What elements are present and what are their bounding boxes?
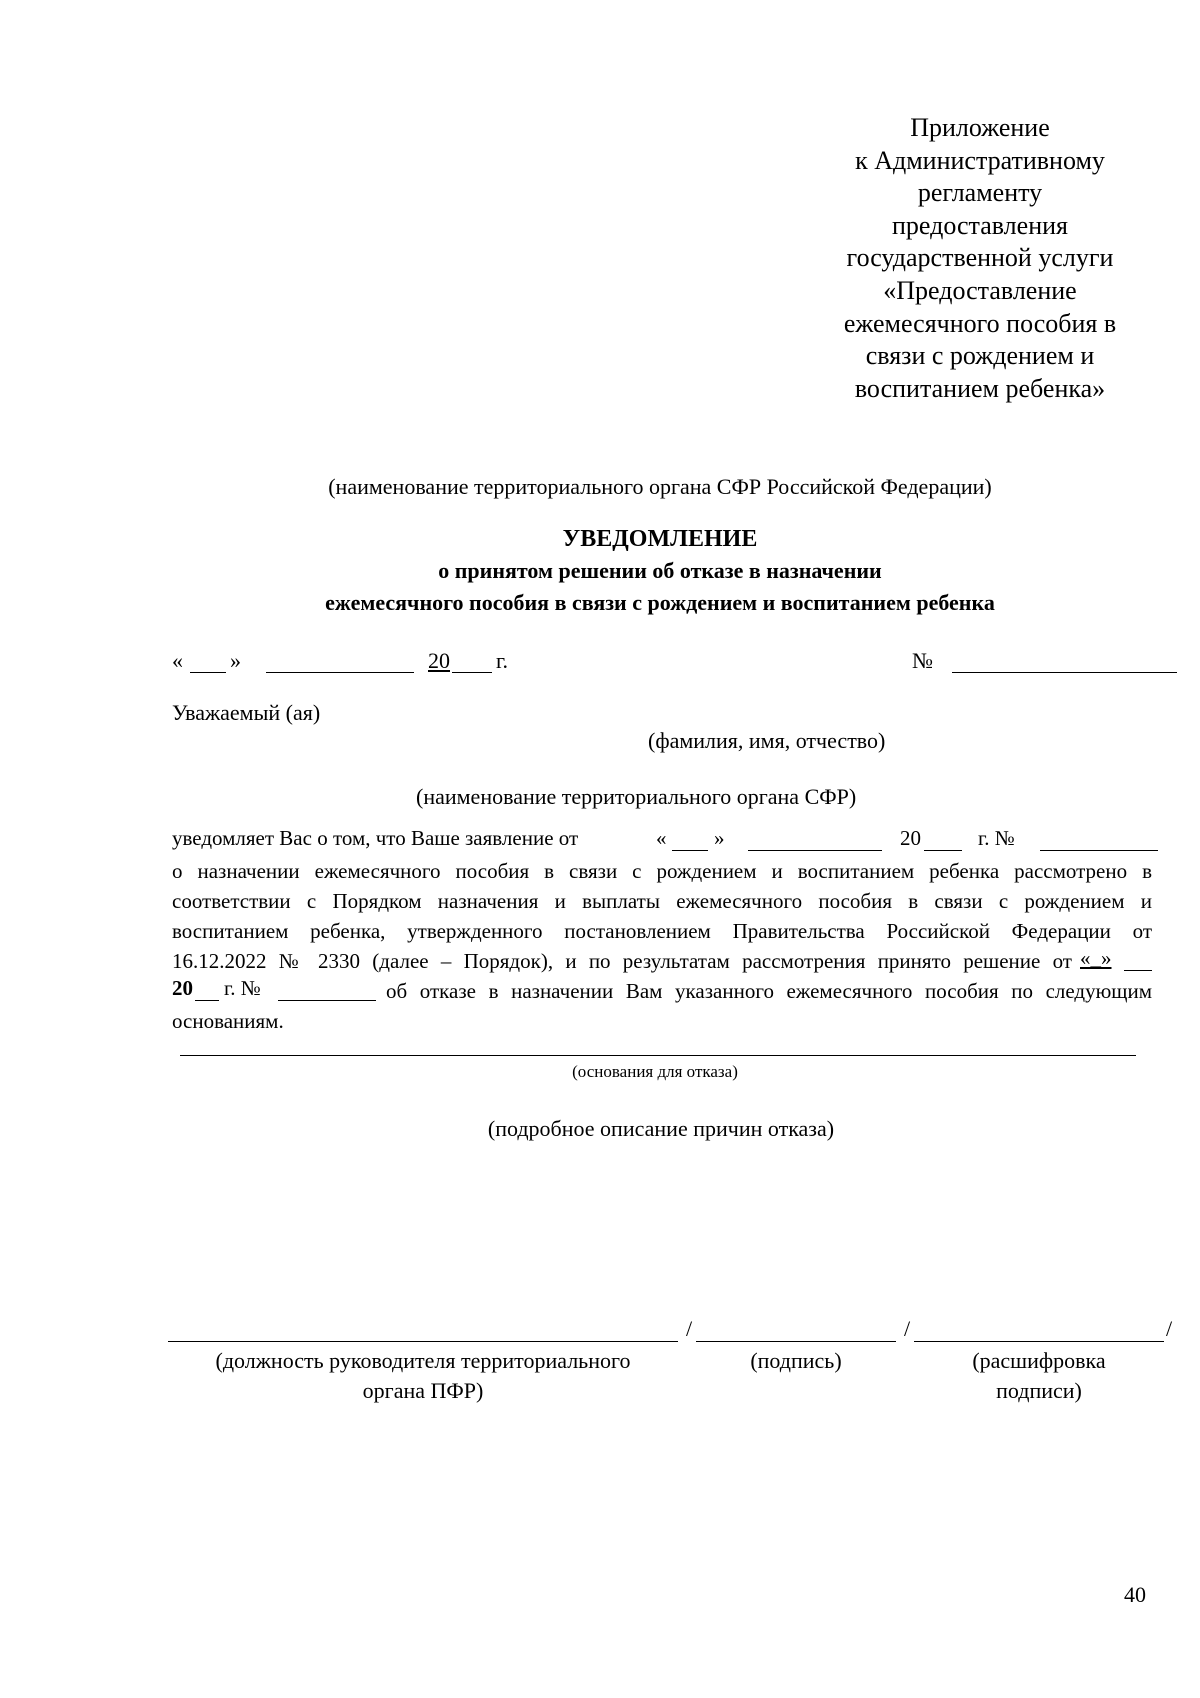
position-caption-line: (должность руководителя территориального xyxy=(215,1348,631,1373)
date-open-quote: « xyxy=(172,648,183,673)
header-line: регламенту xyxy=(917,178,1043,208)
authority-caption: (наименование территориального органа СФР Российской Федерации) xyxy=(328,474,992,499)
day-field-line[interactable] xyxy=(190,672,226,673)
decision-number-line[interactable] xyxy=(278,1000,376,1001)
body-year-prefix: 20 xyxy=(900,826,921,850)
signature-separator: / xyxy=(686,1316,693,1341)
application-day-line[interactable] xyxy=(672,850,708,851)
appendix-header xyxy=(800,112,1160,405)
decision-year-prefix: 20 xyxy=(172,976,193,1000)
page-number: 40 xyxy=(1124,1582,1146,1607)
year-prefix: 20 xyxy=(428,648,450,673)
salutation: Уважаемый (ая) xyxy=(172,700,321,725)
application-year-line[interactable] xyxy=(924,850,962,851)
year-field-line[interactable] xyxy=(452,672,492,673)
signature-separator: / xyxy=(1166,1316,1173,1341)
signature-separator: / xyxy=(904,1316,911,1341)
decision-gno: г. № xyxy=(224,976,261,1000)
decision-date-short: «_» xyxy=(1080,946,1112,970)
grounds-caption: (основания для отказа) xyxy=(572,1062,738,1081)
signature-caption: (подпись) xyxy=(750,1348,842,1373)
document-subtitle-line: ежемесячного пособия в связи с рождением и воспитанием ребенка xyxy=(325,590,995,615)
application-month-line[interactable] xyxy=(748,850,882,851)
body-line: 16.12.2022 № 2330 (далее – Порядок), и по результатам рассмотрения принято решение от xyxy=(172,949,1072,973)
decoding-caption-line: (расшифровка xyxy=(972,1348,1106,1373)
header-line: государственной услуги xyxy=(846,243,1114,273)
header-line: «Предоставление xyxy=(883,275,1077,305)
document-subtitle-line: о принятом решении об отказе в назначении xyxy=(438,558,882,583)
header-line: Приложение xyxy=(910,113,1050,142)
header-line: предоставления xyxy=(892,210,1068,240)
body-line: воспитанием ребенка, утвержденного постановлением Правительства Российской Федерации от xyxy=(172,919,1152,943)
body-line-start: уведомляет Вас о том, что Ваше заявление от xyxy=(172,826,579,850)
sfr-caption: (наименование территориального органа СФР) xyxy=(416,784,857,809)
body-open-quote: « xyxy=(656,826,667,850)
position-caption-line: органа ПФР) xyxy=(362,1378,484,1403)
number-field-line[interactable] xyxy=(952,672,1177,673)
header-line: воспитанием ребенка» xyxy=(854,373,1106,403)
position-caption xyxy=(168,1346,678,1406)
grounds-field-line[interactable] xyxy=(180,1055,1136,1056)
header-line: ежемесячного пособия в xyxy=(843,308,1117,338)
header-line: связи с рождением и xyxy=(865,341,1095,371)
decision-year-line[interactable] xyxy=(195,1000,219,1001)
position-field-line[interactable] xyxy=(168,1341,678,1342)
decoding-field-line[interactable] xyxy=(914,1341,1164,1342)
decoding-caption-line: подписи) xyxy=(996,1378,1082,1403)
date-close-quote: » xyxy=(230,648,241,673)
year-suffix: г. xyxy=(496,648,509,673)
decoding-caption xyxy=(914,1346,1164,1406)
signature-field-line[interactable] xyxy=(696,1341,896,1342)
header-line: к Административному xyxy=(855,145,1105,175)
body-line: о назначении ежемесячного пособия в связи с рождением и воспитанием ребенка рассмотрено в xyxy=(172,859,1152,883)
decision-month-line[interactable] xyxy=(1124,970,1152,971)
application-number-line[interactable] xyxy=(1040,850,1158,851)
body-line: соответствии с Порядком назначения и выплаты ежемесячного пособия в связи с рождением и xyxy=(172,889,1152,913)
number-sign: № xyxy=(912,648,933,673)
body-line: основаниям. xyxy=(172,1009,284,1033)
body-line: об отказе в назначении Вам указанного ежемесячного пособия по следующим xyxy=(386,979,1152,1003)
body-gno: г. № xyxy=(978,826,1015,850)
document-title: УВЕДОМЛЕНИЕ xyxy=(562,526,758,552)
fio-caption: (фамилия, имя, отчество) xyxy=(648,728,886,753)
details-caption: (подробное описание причин отказа) xyxy=(487,1116,835,1141)
month-field-line[interactable] xyxy=(266,672,414,673)
body-close-quote: » xyxy=(714,826,725,850)
